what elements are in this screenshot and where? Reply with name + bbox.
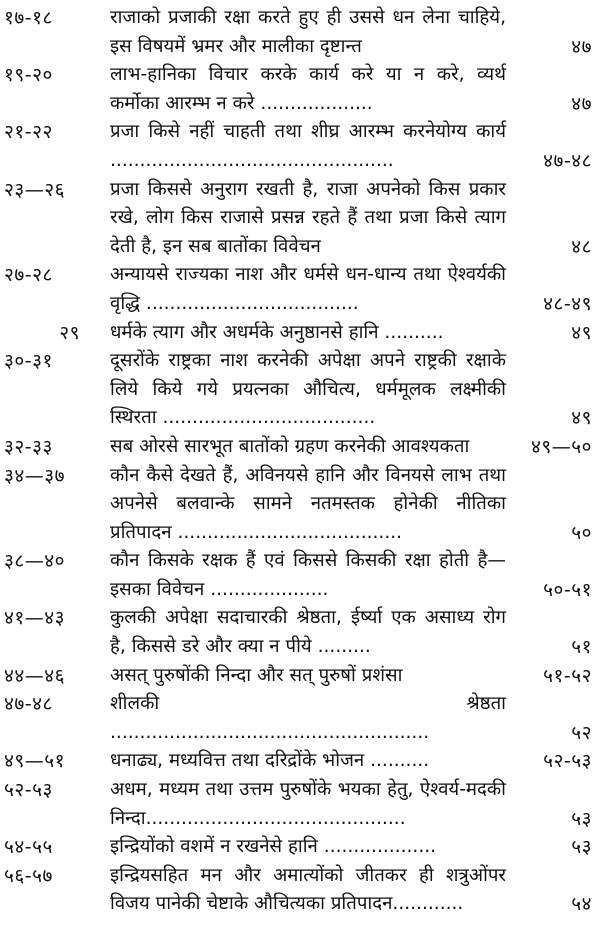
entry-description: धनाढ्य, मध्यवित्त तथा दरिद्रोंके भोजन .......... [110, 750, 430, 772]
page-number: ५४ [571, 893, 592, 916]
verse-number: ४४—४६ [4, 664, 66, 687]
entry-description: अन्यायसे राज्यका नाश और धर्मसे धन-धान्य तथा ऐश्वर्यकी वृद्धि .................................... [110, 264, 506, 314]
entry-description: प्रजा किसे नहीं चाहती तथा शीघ्र आरम्भ करनेयोग्य कार्य ................................................ [110, 121, 506, 171]
toc-entry [0, 747, 600, 776]
verse-number: २१-२२ [4, 121, 53, 144]
page-number: ४९ [571, 321, 592, 344]
toc-entry [0, 776, 600, 833]
entry-description: धर्मके त्याग और अधर्मके अनुष्ठानसे हानि .......... [110, 321, 444, 343]
page-number: ५० [571, 521, 592, 544]
toc-entry [0, 176, 600, 262]
verse-number: ३२-३३ [4, 435, 53, 458]
verse-number: ४१—४३ [4, 607, 66, 630]
verse-number: ३४—३७ [4, 464, 66, 487]
entry-description: इन्द्रियसहित मन और अमात्योंको जीतकर ही शत्रुओंपर विजय पानेकी चेष्टाके औचित्यका प्रतिपादन............ [110, 864, 506, 915]
entry-description: सब ओरसे सारभूत बातोंको ग्रहण करनेकी आवश्यकता [110, 435, 470, 457]
page-number: ५१-५२ [543, 664, 592, 687]
page-number: ४९ [571, 407, 592, 430]
verse-number: ५४-५५ [4, 836, 53, 859]
page-number: ५०-५१ [543, 578, 592, 601]
verse-number: १७-१८ [4, 7, 53, 29]
page-number: ५२ [571, 721, 592, 744]
page-number: ४७ [571, 92, 592, 115]
toc-entry [0, 604, 600, 661]
entry-description: कौन कैसे देखते हैं, अविनयसे हानि और विनयसे लाभ तथा अपनेसे बलवान्के सामने नतमस्तक होनेकी नीतिका प्रतिपादन ...................................... [110, 464, 506, 543]
verse-number: ५६-५७ [4, 864, 53, 887]
toc-entry [0, 833, 600, 862]
verse-number: १९-२० [4, 64, 53, 87]
entry-description: कौन किसके रक्षक हैं एवं किससे किसकी रक्षा होती है—इसका विवेचन .................... [110, 550, 506, 600]
toc-entry [0, 61, 600, 118]
toc-entry [0, 862, 600, 919]
verse-number: २७-२८ [4, 264, 53, 287]
entry-description: इन्द्रियोंको वशमें न रखनेसे हानि ................... [110, 836, 437, 858]
toc-entry [0, 433, 600, 462]
page-number: ५३ [571, 807, 592, 830]
entry-description: कुलकी अपेक्षा सदाचारकी श्रेष्ठता, ईर्ष्या एक असाध्य रोग है, किससे डरे और क्या न पीये ......... [110, 607, 506, 658]
page-number: ४७-४८ [543, 149, 592, 172]
entry-description: शीलकी श्रेष्ठता ...................................................... [110, 693, 506, 743]
toc-entry [0, 662, 600, 691]
page-number: ४७ [571, 35, 592, 58]
entry-description: लाभ-हानिका विचार करके कार्य करे या न करे, व्यर्थ कर्मोका आरम्भ न करे ................... [110, 64, 506, 114]
verse-number: २३—२६ [4, 178, 66, 201]
verse-number: ४९—५१ [4, 750, 66, 773]
entry-description: अधम, मध्यम तथा उत्तम पुरुषोंके भयका हेतु, ऐश्वर्य-मदकी निन्दा............................................ [110, 779, 506, 829]
verse-number: ४७-४८ [4, 693, 53, 716]
page-number: ५१ [571, 636, 592, 659]
toc-entry [0, 690, 600, 747]
table-of-contents [0, 4, 600, 919]
page-number: ४८ [571, 235, 592, 258]
entry-description: राजाको प्रजाकी रक्षा करते हुए ही उससे धन लेना चाहिये, इस विषयमें भ्रमर और मालीका दृष्टान्त [110, 7, 506, 57]
verse-number: ५२-५३ [4, 779, 53, 802]
verse-number: २९ [59, 321, 80, 344]
toc-entry [0, 4, 600, 61]
entry-description: प्रजा किससे अनुराग रखती है, राजा अपनेको किस प्रकार रखे, लोग किस राजासे प्रसन्न रहते हैं तथा प्रजा किसे त्याग देती है, इन सब बातोंका विवेचन [110, 178, 506, 257]
toc-entry [0, 261, 600, 318]
toc-entry [0, 319, 600, 348]
verse-number: ३८—४० [4, 550, 66, 573]
toc-entry [0, 547, 600, 604]
toc-entry [0, 347, 600, 433]
entry-description: दूसरोंके राष्ट्रका नाश करनेकी अपेक्षा अपने राष्ट्रकी रक्षाके लिये किये गये प्रयत्नका औचित्य, धर्ममूलक लक्ष्मीकी स्थिरता .................................... [110, 350, 506, 429]
page-number: ४८-४९ [543, 292, 592, 315]
page-number: ५२-५३ [543, 750, 592, 773]
toc-entry [0, 118, 600, 175]
toc-entry [0, 462, 600, 548]
page-number: ५३ [571, 836, 592, 859]
entry-description: असत् पुरुषोंकी निन्दा और सत् पुरुषों प्रशंसा [110, 664, 403, 686]
page-number: ४९—५० [530, 435, 592, 458]
verse-number: ३०-३१ [4, 350, 53, 373]
